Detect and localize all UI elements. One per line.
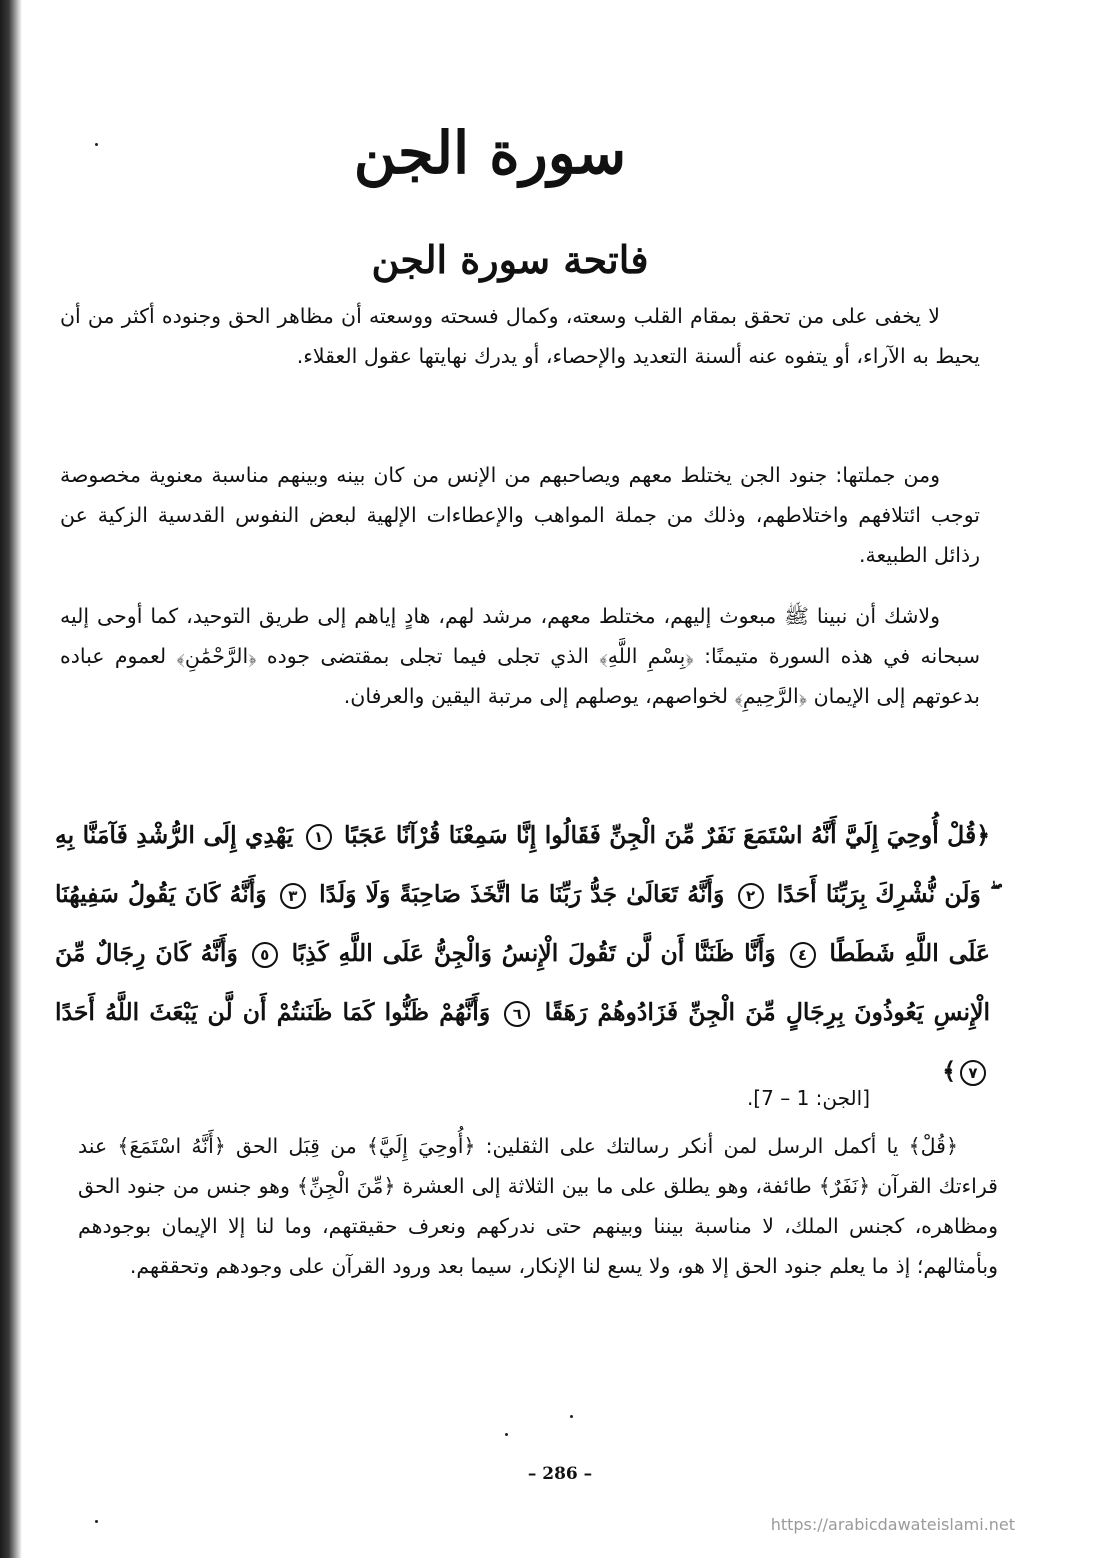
verse-7: وَأَنَّهُمْ ظَنُّوا كَمَا ظَنَنتُمْ أَن لَّن يَبْعَثَ اللَّهُ أَحَدًا xyxy=(55,998,491,1026)
verse-1: قُلْ أُوحِيَ إِلَيَّ أَنَّهُ اسْتَمَعَ نَفَرٌ مِّنَ الْجِنِّ فَقَالُوا إِنَّا سَمِعْنَا قُرْآنًا عَجَبًا xyxy=(344,821,977,849)
scan-edge-shadow xyxy=(0,0,22,1558)
verse-open-bracket: ﴿ xyxy=(976,821,990,849)
intro-paragraph-3: ولاشك أن نبينا ﷺ مبعوث إليهم، مختلط معهم، مرشد لهم، هادٍ إياهم إلى طريق التوحيد، كما أوحى إليه سبحانه في هذه السورة متيمنًا: ﴿بِسْمِ اللَّهِ﴾ الذي تجلى فيما تجلى بمقتضى جوده ﴿الرَّحْمَٰنِ﴾ لعموم عباده بدعوتهم إلى الإيمان ﴿الرَّحِيمِ﴾ لخواصهم، يوصلهم إلى مرتبة اليقين والعرفان. xyxy=(60,604,980,708)
source-watermark: https://arabicdawateislami.net xyxy=(770,1515,1015,1534)
verse-4: وَأَنَّهُ كَانَ يَقُولُ سَفِيهُنَا عَلَى اللَّهِ شَطَطًا xyxy=(55,880,990,967)
scan-speck xyxy=(95,1520,98,1523)
verse-reference: [الجن: 1 – 7]. xyxy=(746,1086,870,1110)
verse-number-4: ٤ xyxy=(790,942,816,968)
scan-speck xyxy=(95,143,98,146)
verse-2: يَهْدِي إِلَى الرُّشْدِ فَآمَنَّا بِهِ ۖ وَلَن نُّشْرِكَ بِرَبِّنَا أَحَدًا xyxy=(55,821,991,908)
intro-title: فاتحة سورة الجن xyxy=(371,237,649,282)
verse-5: وَأَنَّا ظَنَنَّا أَن لَّن تَقُولَ الْإِنسُ وَالْجِنُّ عَلَى اللَّهِ كَذِبًا xyxy=(291,939,776,967)
quran-verses-block xyxy=(55,806,990,1101)
intro-paragraph-2: ومن جملتها: جنود الجن يختلط معهم ويصاحبهم من الإنس من كان بينه وبينهم مناسبة معنوية مخصوصة توجب ائتلافهم واختلاطهم، وذلك من جملة المواهب والإعطاءات الإلهية لبعض النفوس القدسية الزكية عن رذائل الطبيعة. xyxy=(60,463,980,567)
verse-3: وَأَنَّهُ تَعَالَىٰ جَدُّ رَبِّنَا مَا اتَّخَذَ صَاحِبَةً وَلَا وَلَدًا xyxy=(319,880,725,908)
scan-speck xyxy=(505,1433,508,1436)
verse-6: وَأَنَّهُ كَانَ رِجَالٌ مِّنَ الْإِنسِ يَعُوذُونَ بِرِجَالٍ مِّنَ الْجِنِّ فَزَادُوهُمْ رَهَقًا xyxy=(55,939,990,1026)
verse-number-3: ٣ xyxy=(280,883,306,909)
scan-speck xyxy=(570,1415,573,1418)
verse-number-5: ٥ xyxy=(252,942,278,968)
verse-number-1: ١ xyxy=(306,824,332,850)
verse-close-bracket: ﴾ xyxy=(942,1057,956,1085)
surah-title: سورة الجن xyxy=(353,119,627,187)
intro-paragraph-1: لا يخفى على من تحقق بمقام القلب وسعته، وكمال فسحته ووسعته أن مظاهر الحق وجنوده أكثر من أن يحيط به الآراء، أو يتفوه عنه ألسنة التعديد والإحصاء، أو يدرك نهايتها عقول العقلاء. xyxy=(60,304,980,368)
verse-number-7: ٧ xyxy=(960,1060,986,1086)
verse-number-6: ٦ xyxy=(504,1001,530,1027)
verse-number-2: ٢ xyxy=(738,883,764,909)
commentary-paragraph: ﴿قُلْ﴾ يا أكمل الرسل لمن أنكر رسالتك على الثقلين: ﴿أُوحِيَ إِلَيَّ﴾ من قِبَل الحق ﴿أَنَّهُ اسْتَمَعَ﴾ عند قراءتك القرآن ﴿نَفَرٌ﴾ طائفة، وهو يطلق على ما بين الثلاثة إلى العشرة ﴿مِّنَ الْجِنِّ﴾ وهو جنس من جنود الحق ومظاهره، كجنس الملك، لا مناسبة بيننا وبينهم حتى ندركهم ونعرف حقيقتهم، وما لنا إلا الإيمان بوجودهم وبأمثالهم؛ إذ ما يعلم جنود الحق إلا هو، ولا يسع لنا الإنكار، سيما بعد ورود القرآن على وجودهم وتحققهم. xyxy=(78,1134,998,1278)
page-number: – 286 – xyxy=(527,1464,593,1484)
